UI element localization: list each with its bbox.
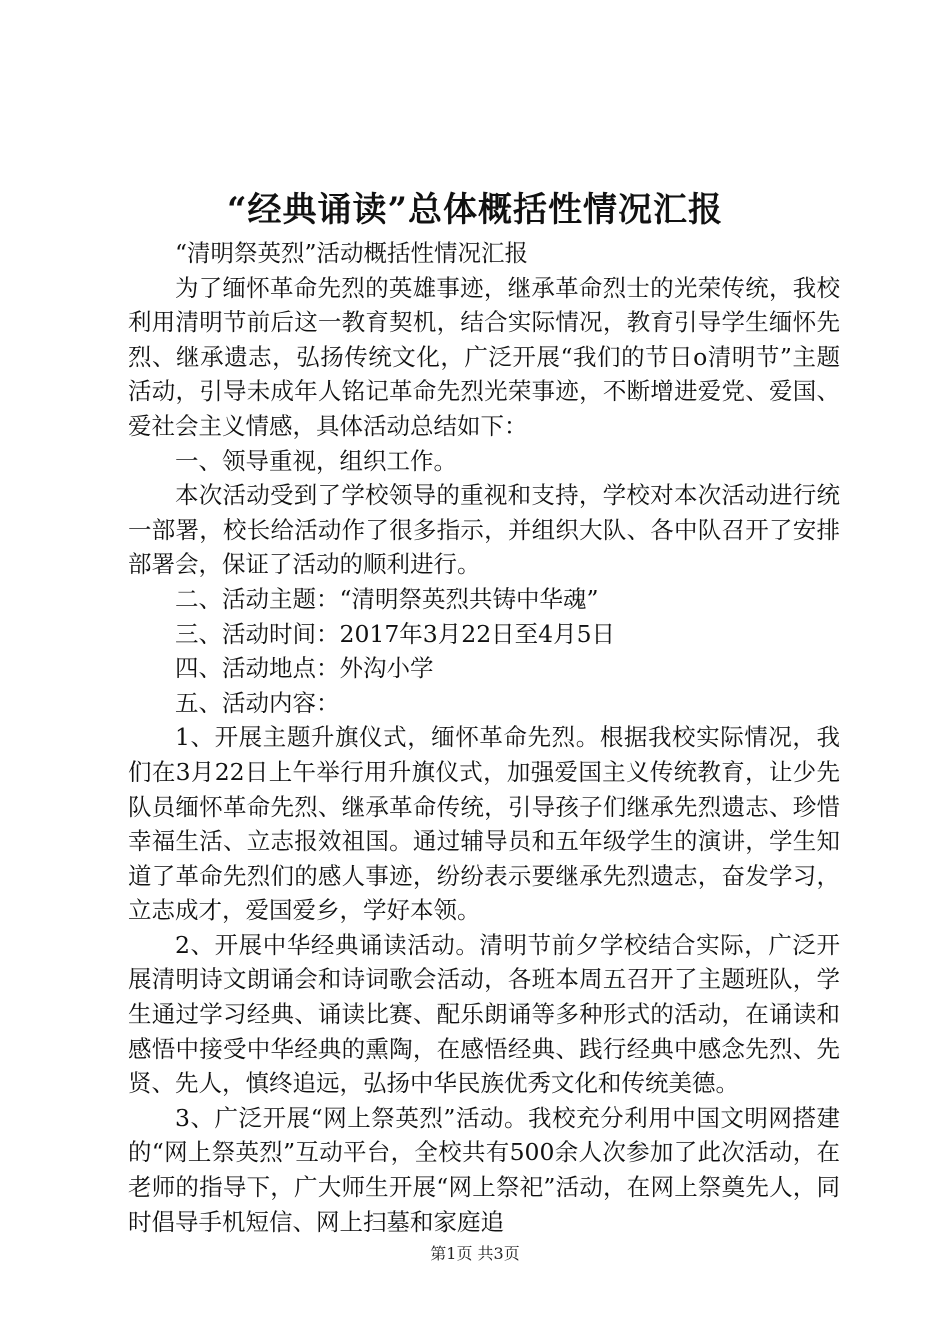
section-heading-theme: 二、活动主题：“清明祭英烈共铸中华魂” <box>175 584 599 613</box>
content-item-classic-reading: 2、开展中华经典诵读活动。清明节前夕学校结合实际，广泛开展清明诗文朗诵会和诗词歌会活动，各班本周五召开了主题班队，学生通过学习经典、诵读比赛、配乐朗诵等多种形式的活动，在诵读和感悟中接受中华经典的熏陶，在感悟经典、践行经典中感念先烈、先贤、先人，慎终追远，弘扬中华民族优秀文化和传统美德。 <box>128 930 840 1098</box>
subtitle-paragraph: “清明祭英烈”活动概括性情况汇报 <box>175 239 529 267</box>
section-heading-time: 三、活动时间：2017年3月22日至4月5日 <box>175 619 616 648</box>
document-body <box>128 236 840 1239</box>
content-item-online-tribute: 3、广泛开展“网上祭英烈”活动。我校充分利用中国文明网搭建的“网上祭英烈”互动平台，全校共有500余人次参加了此次活动，在老师的指导下，广大师生开展“网上祭祀”活动，在网上祭奠先人，同时倡导手机短信、网上扫墓和家庭追 <box>128 1103 840 1236</box>
content-item-flag-ceremony: 1、开展主题升旗仪式，缅怀革命先烈。根据我校实际情况，我们在3月22日上午举行用升旗仪式，加强爱国主义传统教育，让少先队员缅怀革命先烈、继承革命传统，引导孩子们继承先烈遗志、珍惜幸福生活、立志报效祖国。通过辅导员和五年级学生的演讲，学生知道了革命先烈们的感人事迹，纷纷表示要继承先烈遗志，奋发学习，立志成才，爱国爱乡，学好本领。 <box>128 723 840 925</box>
page-footer: 第1页 共3页 <box>430 1244 520 1263</box>
section-heading-location: 四、活动地点：外沟小学 <box>175 654 434 683</box>
section-heading-leadership: 一、领导重视，组织工作。 <box>175 446 457 475</box>
leadership-paragraph: 本次活动受到了学校领导的重视和支持，学校对本次活动进行统一部署，校长给活动作了很多指示，并组织大队、各中队召开了安排部署会，保证了活动的顺利进行。 <box>128 481 840 579</box>
document-title: “经典诵读”总体概括性情况汇报 <box>226 190 724 230</box>
section-heading-content: 五、活动内容： <box>175 688 340 717</box>
intro-paragraph: 为了缅怀革命先烈的英雄事迹，继承革命烈士的光荣传统，我校利用清明节前后这一教育契机，结合实际情况，教育引导学生缅怀先烈、继承遗志，弘扬传统文化，广泛开展“我们的节日o清明节”主题活动，引导未成年人铭记革命先烈光荣事迹，不断增进爱党、爱国、爱社会主义情感，具体活动总结如下： <box>128 273 840 440</box>
